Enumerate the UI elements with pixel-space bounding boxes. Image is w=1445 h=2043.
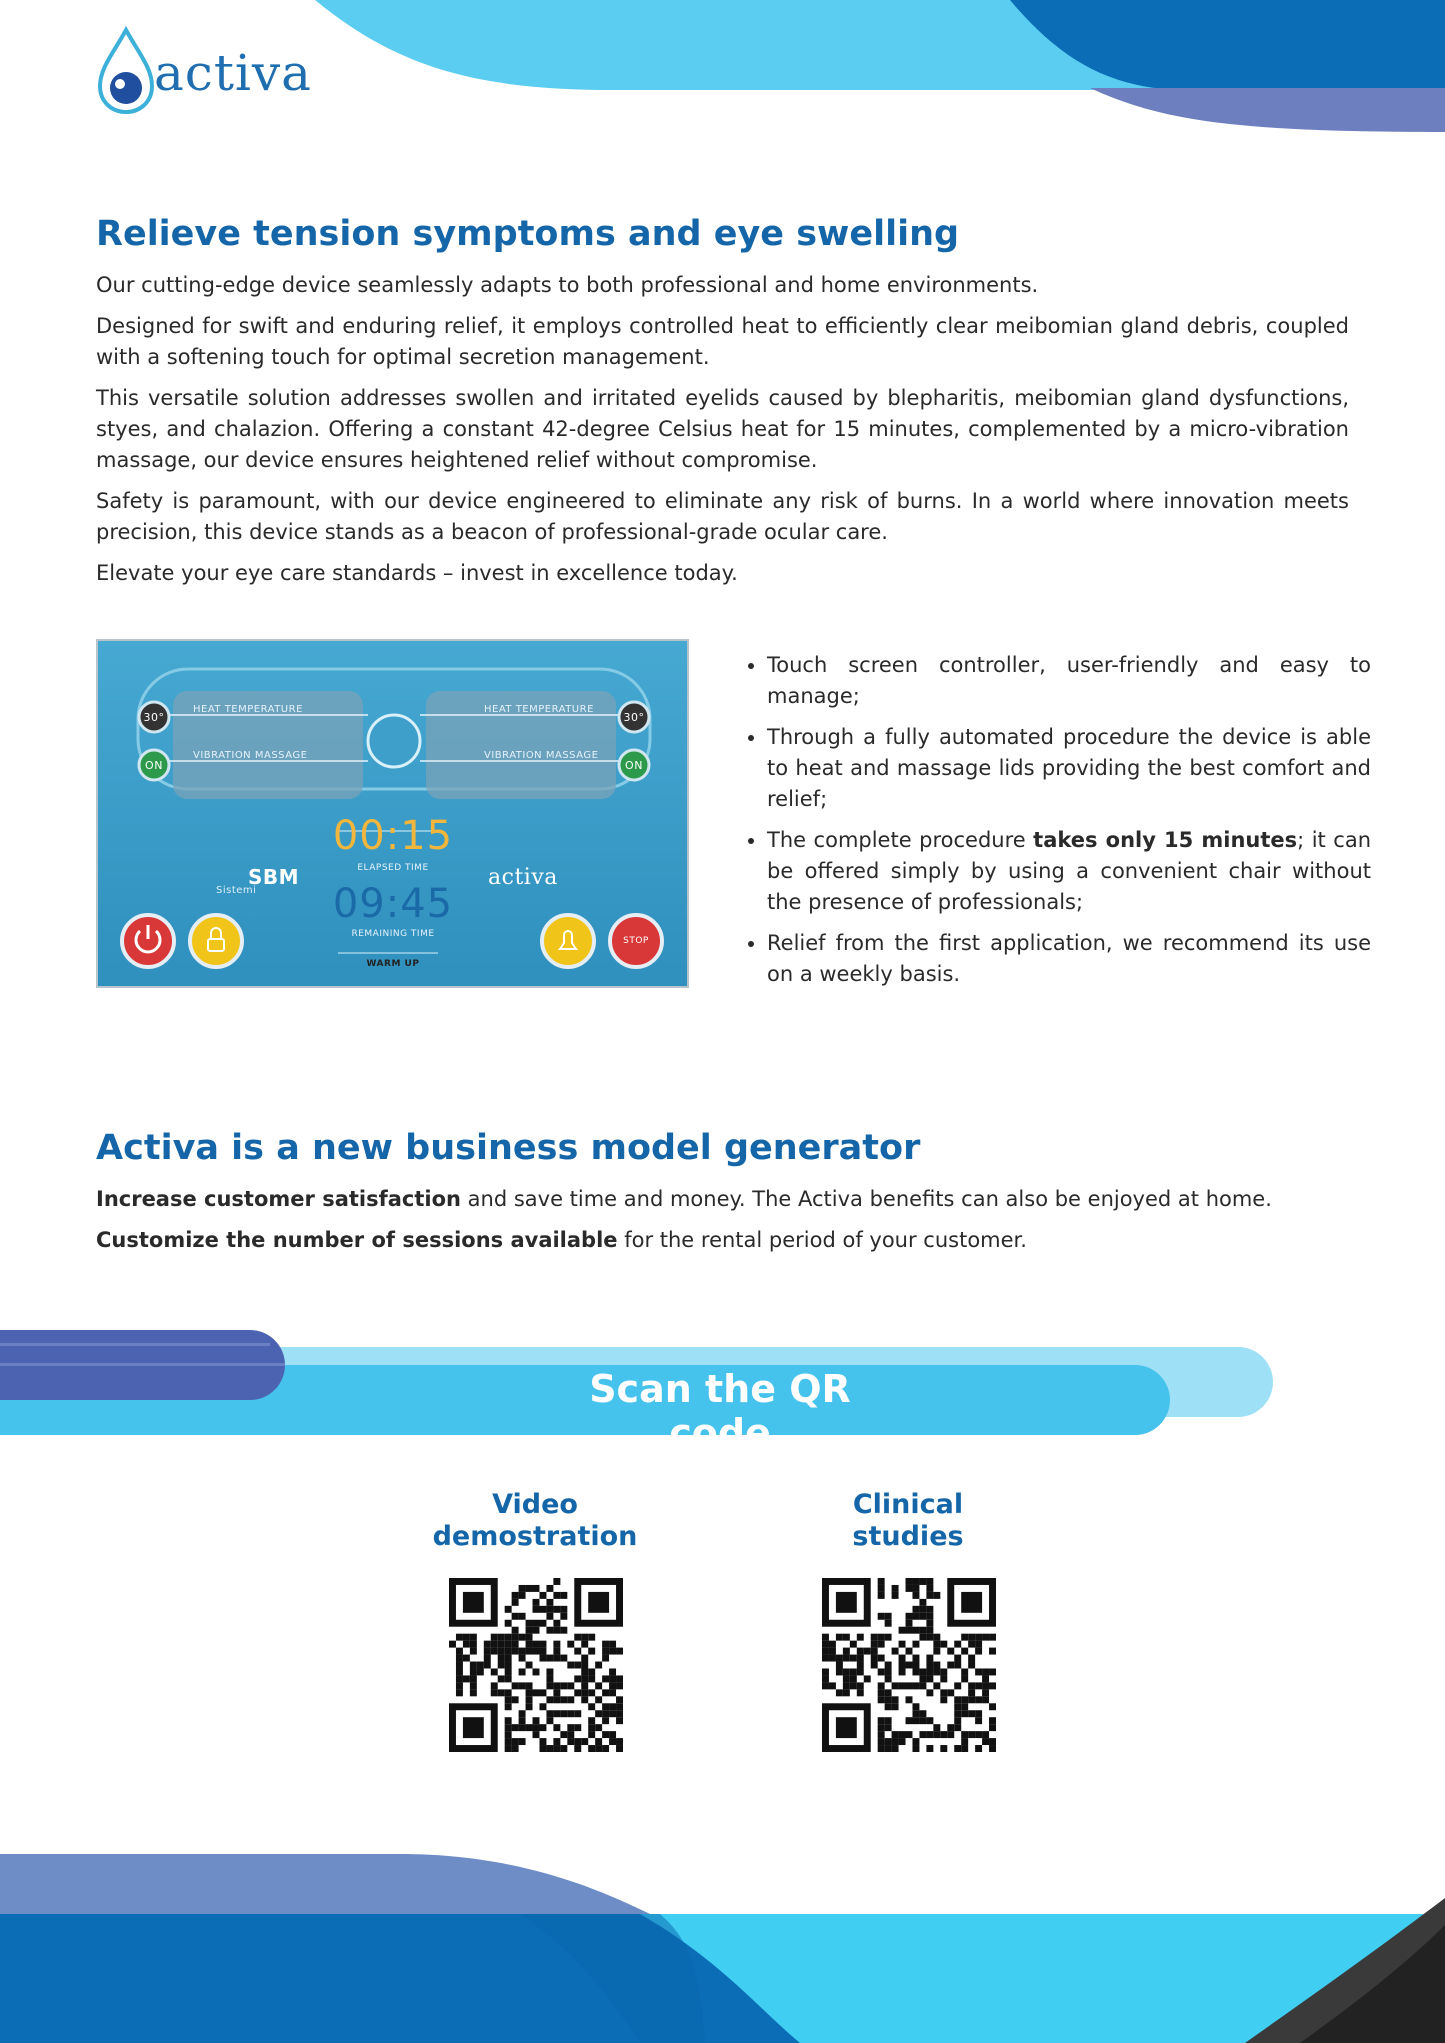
right-vib-value: ON (625, 759, 643, 772)
intro-paragraph: Safety is paramount, with our device engineered to eliminate any risk of burns. In a world where innovation meets precision, this device stands as a beacon of professional-grade ocular care. (96, 489, 1349, 544)
intro-paragraph: Our cutting-edge device seamlessly adapts to both professional and home environments. (96, 273, 1039, 297)
left-temp-label: HEAT TEMPERATURE (193, 704, 303, 715)
feature-text: The complete procedure (767, 828, 1034, 852)
screen-activa-text: activa (488, 865, 558, 890)
business-bold-text: Increase customer satisfaction (96, 1187, 461, 1211)
qr-code-video[interactable] (449, 1578, 623, 1752)
qr-label-clinical (778, 1489, 1038, 1553)
feature-item: • Through a fully automated procedure the device is able to heat and massage lids providing the best comfort and relief; (767, 722, 1371, 815)
qr-label-video (405, 1489, 665, 1553)
qr-label-line: Clinical (852, 1489, 964, 1520)
business-text: for the rental period of your customer. (617, 1228, 1027, 1252)
right-vib-label: VIBRATION MASSAGE (484, 750, 599, 761)
scan-qr-title: Scan the QR code (589, 1367, 851, 1455)
qr-label-line: Video (492, 1489, 578, 1520)
activa-logo (96, 26, 326, 116)
feature-list (745, 650, 1371, 1000)
feature-bold-text: takes only 15 minutes (1033, 828, 1298, 852)
feature-text: ; it can be offered simply by using a convenient chair without the presence of professionals; (767, 828, 1371, 914)
logo-wordmark: activa (154, 44, 312, 102)
sbm-logo-text: SBM (248, 865, 300, 889)
device-screen-image (96, 639, 689, 988)
left-vib-value: ON (145, 759, 163, 772)
feature-item: • Touch screen controller, user-friendly and easy to manage; (767, 650, 1371, 712)
intro-paragraph: Elevate your eye care standards – invest in excellence today. (96, 561, 738, 585)
right-temp-label: HEAT TEMPERATURE (484, 704, 594, 715)
feature-item (767, 825, 1371, 918)
business-bold-text: Customize the number of sessions available (96, 1228, 618, 1252)
section-title-relieve: Relieve tension symptoms and eye swelling (96, 214, 960, 254)
qr-code-clinical[interactable] (822, 1578, 996, 1752)
intro-paragraphs (96, 270, 1349, 599)
intro-paragraph: Designed for swift and enduring relief, it employs controlled heat to efficiently clear meibomian gland debris, coupled with a softening touch for optimal secretion management. (96, 314, 1349, 369)
business-lines (96, 1184, 1349, 1256)
qr-label-line: demostration (432, 1521, 638, 1552)
status-label: WARM UP (366, 959, 420, 969)
drop-logo-icon (96, 26, 156, 116)
qr-label-line: studies (852, 1521, 964, 1552)
business-line (96, 1225, 1349, 1256)
business-text: and save time and money. The Activa benefits can also be enjoyed at home. (460, 1187, 1272, 1211)
sistemi-text: Sistemi (216, 885, 257, 896)
business-line (96, 1184, 1349, 1215)
feature-item: • Relief from the first application, we recommend its use on a weekly basis. (767, 928, 1371, 990)
intro-paragraph: This versatile solution addresses swollen and irritated eyelids caused by blepharitis, meibomian gland dysfunctions, styes, and chalazion. Offering a constant 42-degree Celsius heat for 15 minutes, complemented by a micro-vibration massage, our device ensures heightened relief without compromise. (96, 386, 1349, 472)
elapsed-time-value: 00:15 (332, 813, 454, 859)
stop-label: STOP (623, 936, 649, 946)
right-temp-value: 30° (623, 711, 645, 724)
remaining-time-value: 09:45 (332, 881, 454, 927)
section-title-business: Activa is a new business model generator (96, 1128, 921, 1168)
remaining-time-label: REMAINING TIME (351, 929, 435, 939)
left-vib-label: VIBRATION MASSAGE (193, 750, 308, 761)
elapsed-time-label: ELAPSED TIME (357, 863, 429, 873)
left-temp-value: 30° (143, 711, 165, 724)
footer-waves (0, 1850, 1445, 2043)
